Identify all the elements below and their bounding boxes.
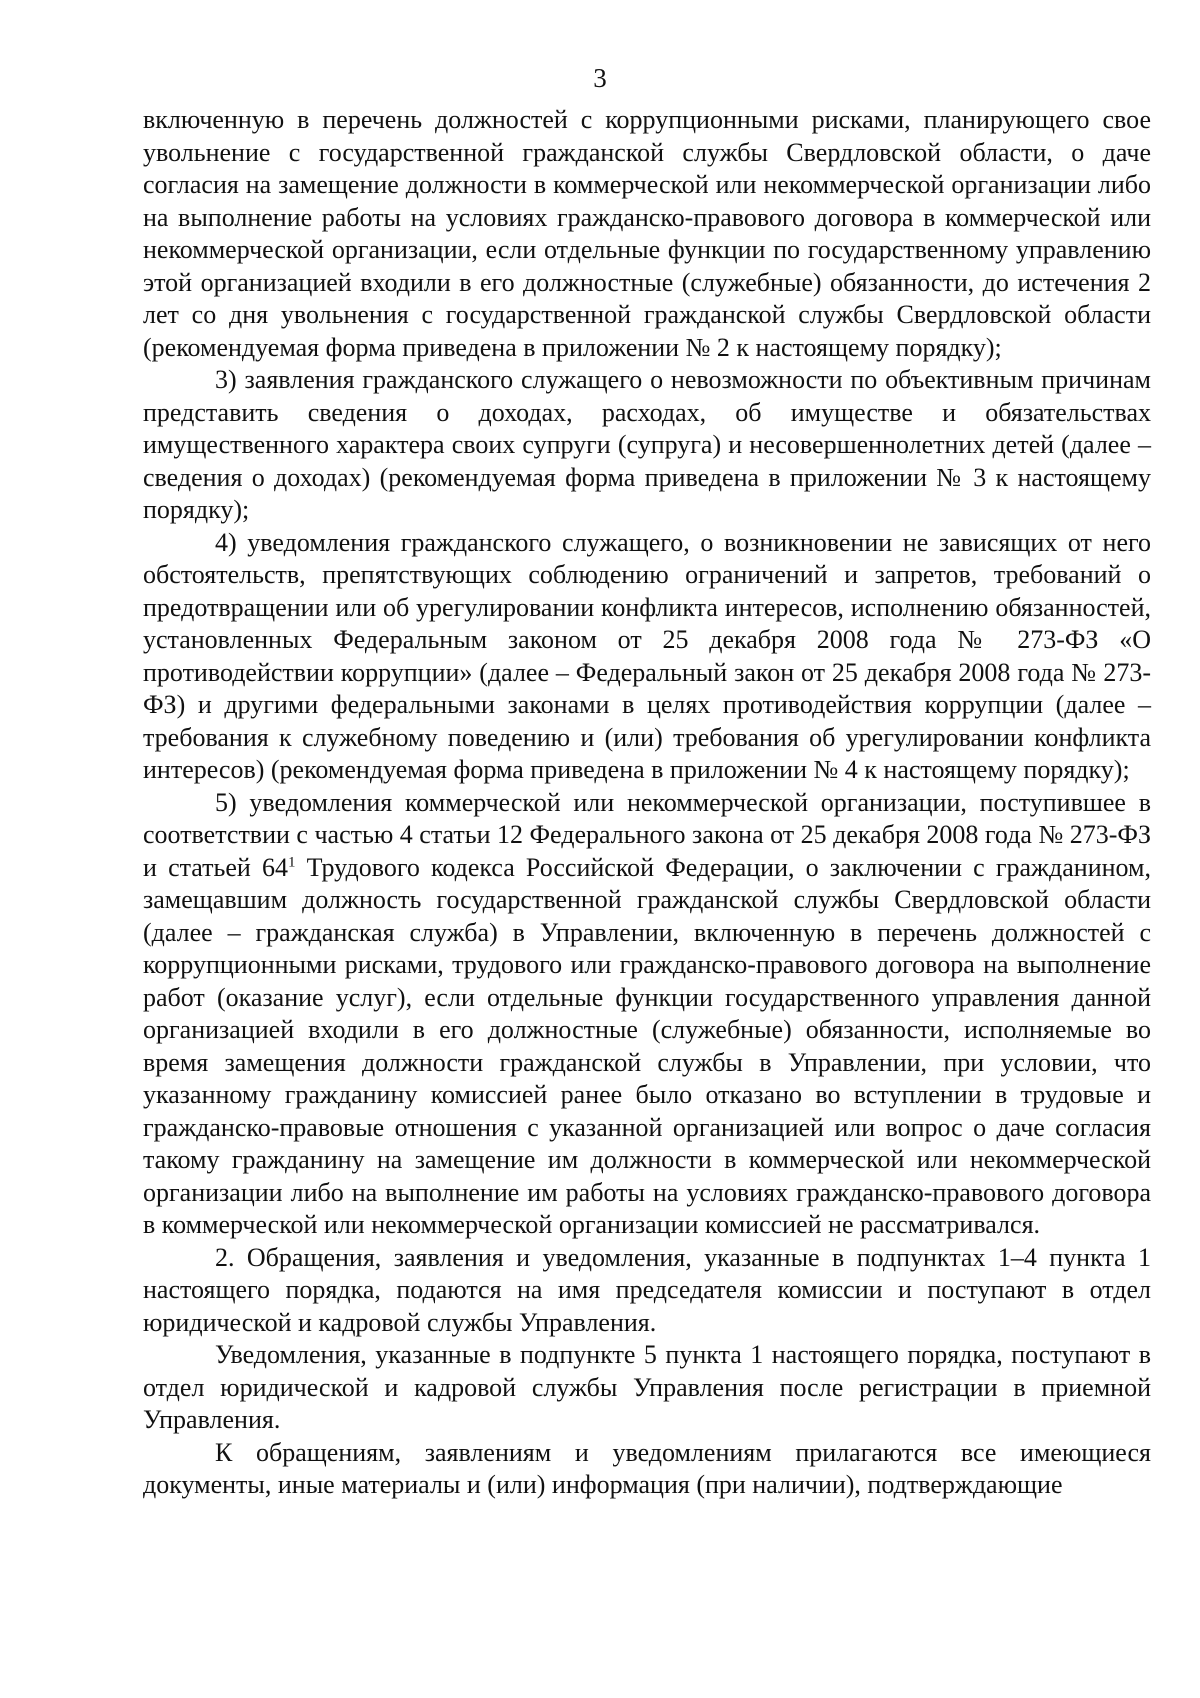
paragraph-item-5	[143, 787, 1151, 1242]
paragraph-item-5-text-before: 5) уведомления коммерческой или некоммерческой организации, поступившее в соответствии с частью 4 статьи 12 Федерального закона от 25 декабря 2008 года № 273-ФЗ и статьей 64	[143, 787, 1151, 882]
page-number: 3	[593, 63, 607, 93]
document-body	[143, 104, 1151, 1502]
paragraph-notifications: Уведомления, указанные в подпункте 5 пункта 1 настоящего порядка, поступают в отдел юридической и кадровой службы Управления после регистрации в приемной Управления.	[143, 1340, 1151, 1434]
paragraph-attachments: К обращениям, заявлениям и уведомлениям прилагаются все имеющиеся документы, иные материалы и (или) информация (при наличии), подтверждающие	[143, 1437, 1151, 1499]
paragraph-point-2: 2. Обращения, заявления и уведомления, указанные в подпунктах 1–4 пункта 1 настоящего порядка, подаются на имя председателя комиссии и поступают в отдел юридической и кадровой службы Управления.	[143, 1242, 1151, 1337]
paragraph-continued: включенную в перечень должностей с коррупционными рисками, планирующего свое увольнение с государственной гражданской службы Свердловской области, о даче согласия на замещение должности в коммерческой или некоммерческой организации либо на выполнение работы на условиях гражданско-правового договора в коммерческой или некоммерческой организации, если отдельные функции по государственному управлению этой организацией входили в его должностные (служебные) обязанности, до истечения 2 лет со дня увольнения с государственной гражданской службы Свердловской области (рекомендуемая форма приведена в приложении № 2 к настоящему порядку);	[143, 105, 1151, 362]
paragraph-item-3: 3) заявления гражданского служащего о невозможности по объективным причинам представить сведения о доходах, расходах, об имуществе и обязательствах имущественного характера своих супруги (супруга) и несовершеннолетних детей (далее – сведения о доходах) (рекомендуемая форма приведена в приложении № 3 к настоящему порядку);	[143, 365, 1151, 524]
article-superscript: 1	[287, 853, 296, 870]
paragraph-item-5-text-after: Трудового кодекса Российской Федерации, о заключении с гражданином, замещавшим должность государственной гражданской службы Свердловской области (далее – гражданская служба) в Управлении, включенную в перечень должностей с коррупционными рисками, трудового или гражданско-правового договора на выполнение работ (оказание услуг), если отдельные функции государственного управления данной организацией входили в его должностные (служебные) обязанности, исполняемые во время замещения должности гражданской службы в Управлении, при условии, что указанному гражданину комиссией ранее было отказано во вступлении в трудовые и гражданско-правовые отношения с указанной организацией или вопрос о даче согласия такому гражданину на замещение им должности в коммерческой или некоммерческой организации либо на выполнение им работы на условиях гражданско-правового договора в коммерческой или некоммерческой организации комиссией не рассматривался.	[143, 852, 1151, 1239]
paragraph-item-4: 4) уведомления гражданского служащего, о возникновении не зависящих от него обстоятельств, препятствующих соблюдению ограничений и запретов, требований о предотвращении или об урегулировании конфликта интересов, исполнению обязанностей, установленных Федеральным законом от 25 декабря 2008 года № 273-ФЗ «О противодействии коррупции» (далее – Федеральный закон от 25 декабря 2008 года № 273-ФЗ) и другими федеральными законами в целях противодействия коррупции (далее – требования к служебному поведению и (или) требования об урегулировании конфликта интересов) (рекомендуемая форма приведена в приложении № 4 к настоящему порядку);	[143, 527, 1151, 784]
